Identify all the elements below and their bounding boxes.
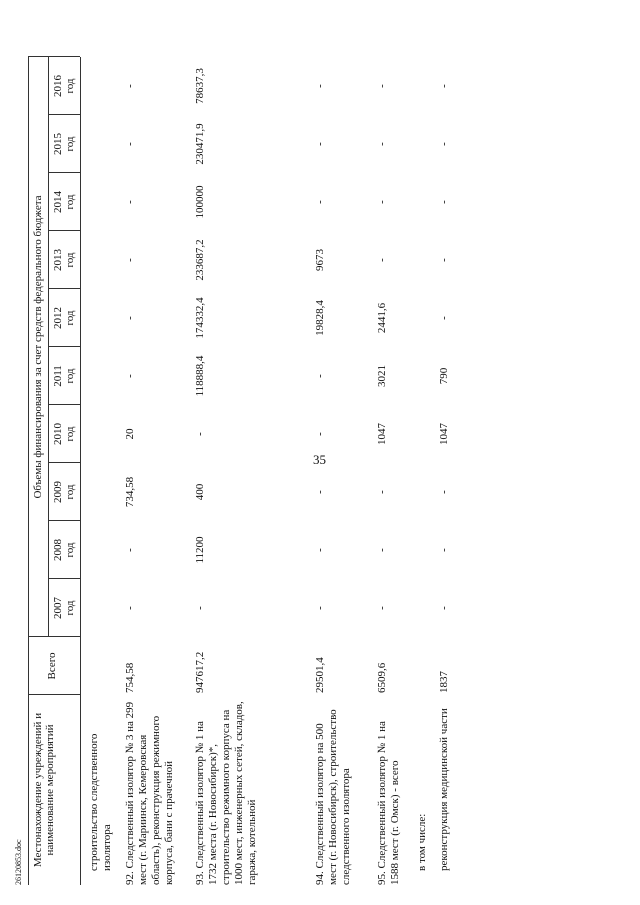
row-value: 11200 (194, 536, 206, 564)
row-value: - (124, 142, 136, 146)
row-total: 1837 (438, 671, 450, 693)
row-value: - (314, 490, 326, 494)
header-year: 2009 год (52, 481, 76, 503)
row-value: - (124, 84, 136, 88)
row-name: реконструкция медицинской части (438, 708, 450, 871)
row-value: - (314, 142, 326, 146)
row-value: 100000 (194, 185, 206, 219)
row-total: 947617,2 (194, 651, 206, 693)
row-value: - (124, 200, 136, 204)
row-value: 790 (438, 367, 450, 385)
header-total: Всего (46, 652, 58, 680)
row-value: - (376, 548, 388, 552)
row-value: - (314, 432, 326, 436)
header-bottom-border (80, 57, 81, 885)
row-value: - (438, 606, 450, 610)
row-value: - (438, 200, 450, 204)
row-value: - (314, 606, 326, 610)
row-name: строительство следственного изолятора (88, 733, 113, 871)
row-value: - (124, 548, 136, 552)
row-total: 29501,4 (314, 657, 326, 693)
row-name: 92. Следственный изолятор № 3 на 299 мест (г. Мариинск, Кемеровская область), реконструкция режимного корпуса, бани с прачечной (124, 701, 175, 885)
row-value: - (314, 200, 326, 204)
row-value: 233687,2 (194, 239, 206, 281)
row-value: - (124, 374, 136, 378)
row-value: 20 (124, 428, 136, 440)
financing-table (20, 25, 620, 885)
header-year: 2015 год (52, 133, 76, 155)
row-value: 734,58 (124, 476, 136, 508)
header-year: 2008 год (52, 539, 76, 561)
row-value: 400 (194, 483, 206, 501)
group-header-divider (48, 57, 49, 637)
row-value: - (376, 142, 388, 146)
row-value: 19828,4 (314, 300, 326, 336)
table-top-border (28, 57, 29, 885)
row-value: - (438, 84, 450, 88)
header-year: 2016 год (52, 75, 76, 97)
row-value: 2441,6 (376, 302, 388, 334)
row-value: - (376, 200, 388, 204)
row-value: - (124, 316, 136, 320)
row-value: 174332,4 (194, 297, 206, 339)
row-value: 3021 (376, 365, 388, 387)
header-year: 2013 год (52, 249, 76, 271)
row-value: 118888,4 (194, 355, 206, 397)
header-name: Местонахождение учреждений и наименование мероприятий (32, 712, 56, 868)
row-value: - (314, 374, 326, 378)
row-name: 94. Следственный изолятор на 500 мест (г. Новосибирск), строительство следственного изолятора (314, 709, 352, 885)
row-name: 93. Следственный изолятор № 1 на 1732 места (г. Новосибирск)*, строительство режимного корпуса на 1000 мест, инженерных сетей, складов, гаража, котельной (194, 701, 258, 885)
row-value: - (376, 606, 388, 610)
row-value: - (438, 258, 450, 262)
row-value: 78637,3 (194, 68, 206, 104)
row-value: - (124, 258, 136, 262)
row-value: - (376, 84, 388, 88)
row-value: - (124, 606, 136, 610)
row-value: - (438, 316, 450, 320)
row-value: - (438, 548, 450, 552)
header-year: 2012 год (52, 307, 76, 329)
document-footer: 26120853.doc (14, 839, 23, 885)
row-value: - (438, 490, 450, 494)
row-name: 95. Следственный изолятор № 1 на 1588 мест (г. Омск) - всего (376, 721, 401, 885)
header-group-title: Объемы финансирования за счет средств федерального бюджета (32, 195, 44, 499)
row-value: - (194, 606, 206, 610)
page-number: 35 (313, 452, 326, 467)
row-total: 6509,6 (376, 662, 388, 693)
row-value: 1047 (438, 423, 450, 445)
header-year: 2007 год (52, 597, 76, 619)
row-value: - (376, 258, 388, 262)
row-value: - (438, 142, 450, 146)
row-total: 754,58 (124, 662, 136, 693)
row-value: - (314, 548, 326, 552)
row-value: 230471,9 (194, 123, 206, 165)
row-name: в том числе: (416, 813, 428, 871)
header-year: 2014 год (52, 191, 76, 213)
row-value: - (194, 432, 206, 436)
header-year: 2010 год (52, 423, 76, 445)
row-value: - (314, 84, 326, 88)
row-value: 9673 (314, 249, 326, 271)
row-value: - (376, 490, 388, 494)
row-value: 1047 (376, 423, 388, 445)
header-year: 2011 год (52, 365, 76, 387)
